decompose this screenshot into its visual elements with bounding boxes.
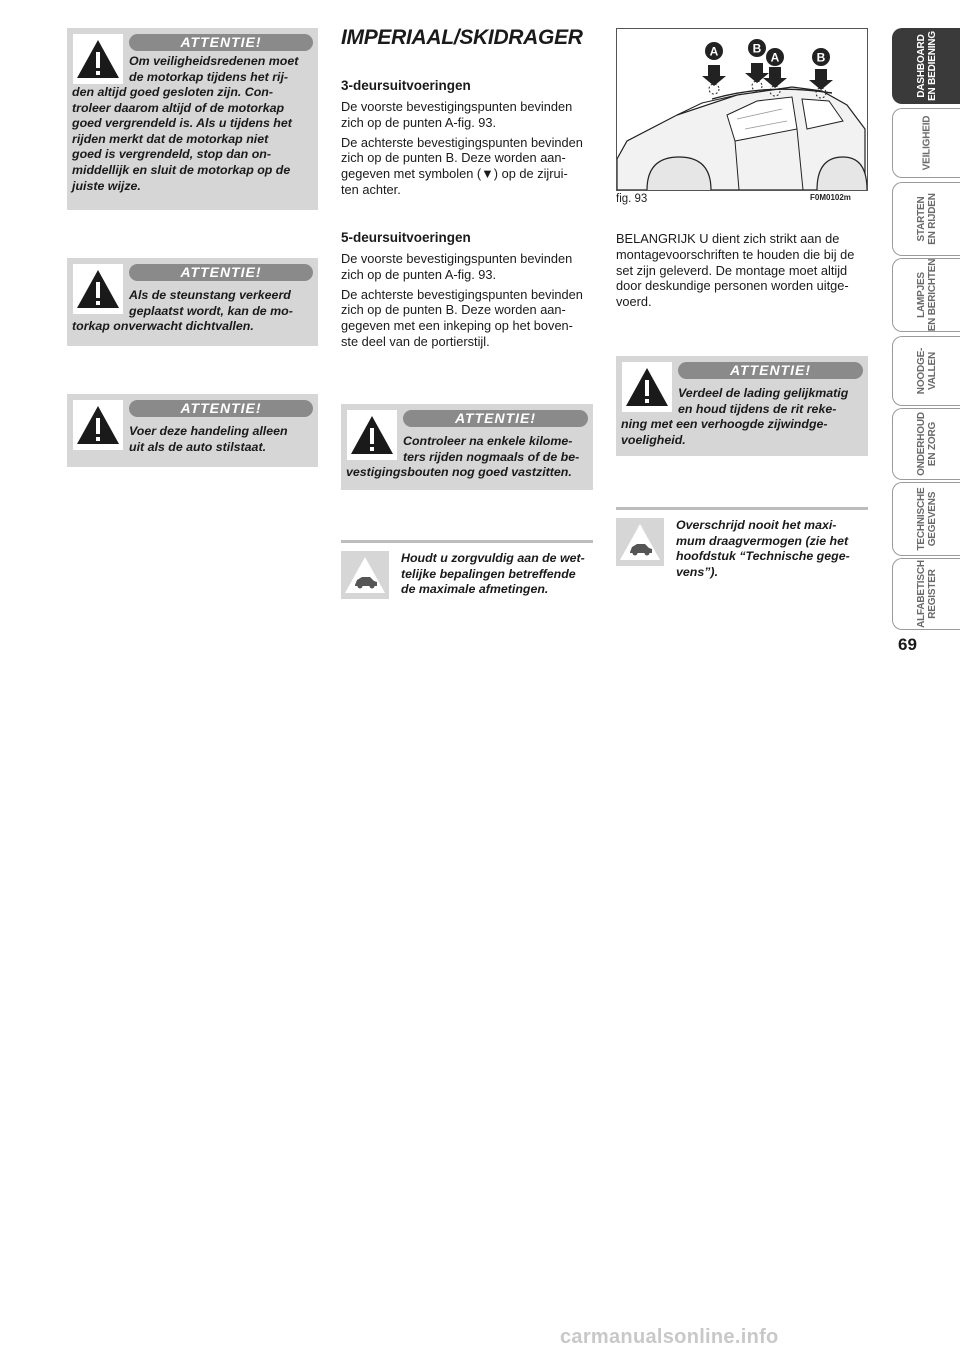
point-label-a: A — [770, 50, 780, 65]
text-line: ten achter. — [341, 181, 401, 197]
text-line: De achterste bevestigingspunten bevinden — [341, 286, 583, 302]
warning-text — [403, 434, 588, 465]
tab-label: STARTEN EN RIJDEN — [915, 193, 938, 245]
text-line: De achterste bevestigingspunten bevinden — [341, 134, 583, 150]
tab-label: NOODGE- VALLEN — [915, 347, 938, 395]
warning-line: geplaatst wordt, kan de mo- — [129, 303, 293, 318]
text-line: ste deel van de portierstijl. — [341, 333, 490, 349]
warning-header: ATTENTIE! — [129, 400, 313, 417]
note-line: mum draagvermogen (zie het — [676, 533, 849, 548]
figure-caption: fig. 93 — [616, 193, 648, 205]
warning-box-stationary — [67, 394, 318, 467]
text-line: zich op de punten B. Deze worden aan- — [341, 302, 566, 318]
section-3-door — [341, 78, 593, 202]
tab-noodgevallen[interactable] — [892, 336, 960, 406]
warning-header: ATTENTIE! — [129, 34, 313, 51]
tab-register[interactable] — [892, 558, 960, 630]
figure-code: F0M0102m — [810, 193, 851, 202]
warning-text-full — [346, 465, 590, 481]
tab-label: DASHBOARD EN BEDIENING — [915, 31, 938, 101]
warning-text — [129, 424, 313, 455]
car-load-icon — [341, 551, 389, 599]
warning-triangle-icon — [622, 362, 672, 412]
text-line: De voorste bevestigingspunten bevinden — [341, 251, 573, 266]
warning-line: en houd tijdens de rit reke- — [678, 401, 837, 416]
tab-lampjes[interactable] — [892, 258, 960, 332]
note-line: hoofdstuk “Technische gege- — [676, 549, 850, 564]
warning-header: ATTENTIE! — [129, 264, 313, 281]
note-line: Overschrijd nooit het maxi- — [676, 518, 837, 532]
warning-line: middellijk en sluit de motorkap op de — [72, 162, 291, 177]
figure-93 — [616, 28, 868, 191]
warning-line: goed is vergrendeld, stop dan on- — [72, 147, 271, 162]
warning-line: troleer daarom altijd of de motorkap — [72, 100, 285, 115]
tab-label: VEILIGHEID — [921, 115, 932, 171]
warning-line: rijden merkt dat de motorkap niet — [72, 131, 269, 146]
warning-line: torkap onverwacht dichtvallen. — [72, 319, 254, 333]
note-max-load — [616, 507, 868, 590]
tab-label: ONDERHOUD EN ZORG — [915, 412, 938, 476]
point-label-b: B — [752, 41, 762, 56]
warning-text — [678, 386, 863, 417]
warning-line: Om veiligheidsredenen moet — [129, 54, 299, 68]
warning-line: uit als de auto stilstaat. — [129, 439, 267, 454]
note-line: de maximale afmetingen. — [401, 582, 549, 597]
watermark: carmanualsonline.info — [560, 1326, 779, 1348]
note-text — [401, 551, 593, 598]
warning-line: Voer deze handeling alleen — [129, 424, 288, 438]
warning-line: Als de steunstang verkeerd — [129, 288, 291, 302]
warning-line: den altijd goed gesloten zijn. Con- — [72, 85, 274, 99]
text-line: montagevoorschriften te houden die bij de — [616, 246, 855, 262]
tab-dashboard[interactable] — [892, 28, 960, 104]
text-line: zich op de punten A-fig. 93. — [341, 266, 497, 282]
section-heading: 5-deursuitvoeringen — [341, 230, 471, 245]
text-line: voerd. — [616, 294, 652, 310]
car-roof-illustration — [617, 29, 867, 190]
text-line: BELANGRIJK U dient zich strikt aan de — [616, 231, 840, 246]
warning-line: Controleer na enkele kilome- — [403, 434, 573, 448]
warning-line: ning met een verhoogde zijwindge- — [621, 417, 828, 431]
text-line: gegeven met symbolen (▼) op de zijrui- — [341, 166, 568, 182]
section-5-door — [341, 230, 593, 354]
page-number: 69 — [898, 635, 917, 654]
warning-line: vestigingsbouten nog goed vastzitten. — [346, 465, 572, 479]
note-line: vens”). — [676, 564, 719, 579]
warning-text — [129, 54, 313, 85]
text-line: set zijn geleverd. De montage moet altijd — [616, 262, 848, 278]
warning-line: Verdeel de lading gelijkmatig — [678, 386, 849, 400]
warning-line: voeligheid. — [621, 432, 686, 447]
warning-text-full — [72, 319, 315, 335]
tab-onderhoud[interactable] — [892, 408, 960, 480]
text-line: door deskundige personen worden uitge- — [616, 278, 849, 294]
tab-label: LAMPJES EN BERICHTEN — [915, 258, 938, 332]
text-line: zich op de punten B. Deze worden aan- — [341, 150, 566, 166]
warning-triangle-icon — [347, 410, 397, 460]
warning-text — [129, 288, 313, 319]
car-load-icon — [616, 518, 664, 566]
note-line: Houdt u zorgvuldig aan de wet- — [401, 551, 585, 565]
section-heading: 3-deursuitvoeringen — [341, 78, 471, 93]
warning-triangle-icon — [73, 400, 123, 450]
warning-box-hood-closed — [67, 28, 318, 210]
point-label-b: B — [816, 50, 826, 65]
warning-triangle-icon — [73, 264, 123, 314]
warning-box-bolts — [341, 404, 593, 490]
text-line: De voorste bevestigingspunten bevinden — [341, 99, 573, 114]
warning-text-full — [72, 85, 315, 194]
warning-box-load — [616, 356, 868, 456]
note-text — [676, 518, 868, 580]
warning-header: ATTENTIE! — [678, 362, 863, 379]
warning-text-full — [621, 417, 865, 448]
warning-line: juiste wijze. — [72, 178, 141, 193]
text-line: zich op de punten A-fig. 93. — [341, 114, 497, 130]
tab-label: ALFABETISCH REGISTER — [915, 560, 938, 628]
warning-box-support-rod — [67, 258, 318, 346]
point-label-a: A — [709, 44, 719, 59]
note-max-dimensions — [341, 540, 593, 603]
warning-triangle-icon — [73, 34, 123, 84]
tab-label: TECHNISCHE GEGEVENS — [915, 487, 938, 551]
page-title: IMPERIAAL/SKIDRAGER — [341, 26, 583, 49]
tab-veiligheid[interactable] — [892, 108, 960, 178]
warning-line: goed vergrendeld is. Als u tijdens het — [72, 116, 292, 131]
warning-header: ATTENTIE! — [403, 410, 588, 427]
warning-line: ters rijden nogmaals of de be- — [403, 449, 580, 464]
warning-line: de motorkap tijdens het rij- — [129, 69, 289, 84]
important-paragraph — [616, 231, 868, 310]
text-line: gegeven met een inkeping op het boven- — [341, 318, 573, 334]
tab-starten[interactable] — [892, 182, 960, 256]
note-line: telijke bepalingen betreffende — [401, 566, 576, 581]
tab-technische[interactable] — [892, 482, 960, 556]
